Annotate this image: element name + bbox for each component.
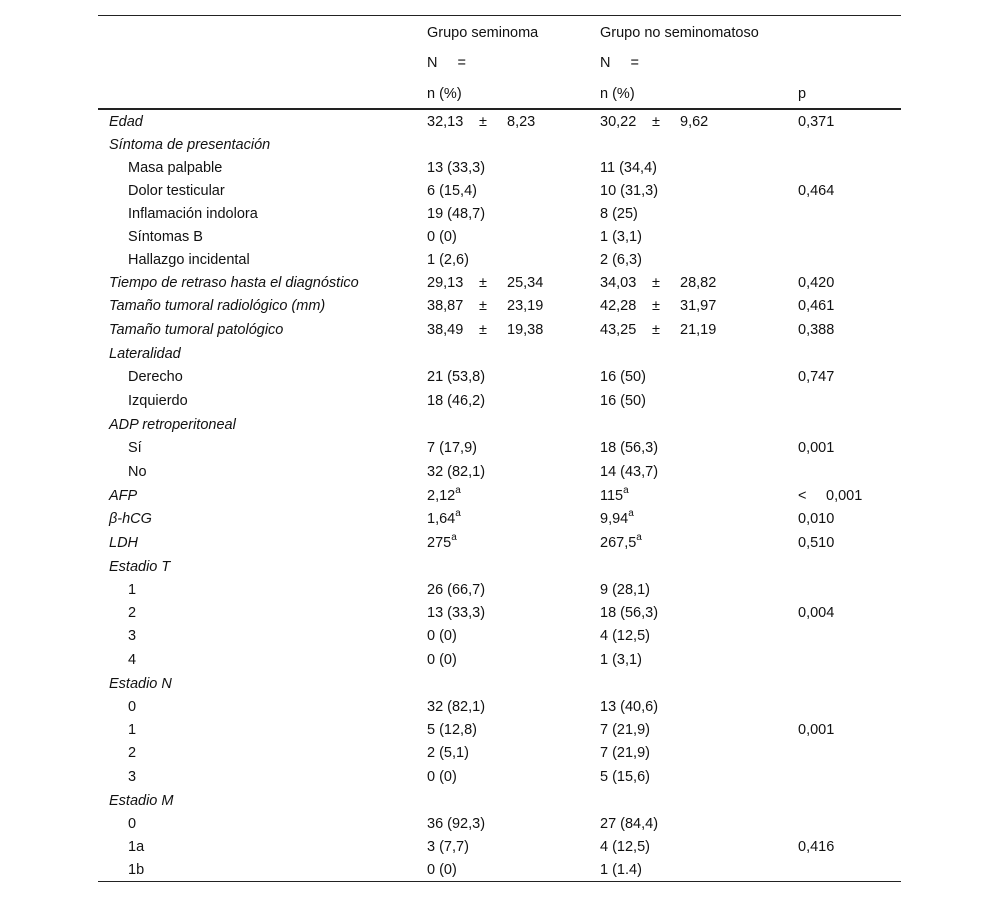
- row-category-label: 3: [128, 768, 137, 785]
- plus-minus-sign: ±: [479, 321, 487, 338]
- cell-value: 2 (6,3): [600, 251, 642, 268]
- cell-value: 1 (1.4): [600, 861, 642, 878]
- results-table-container: [98, 15, 901, 882]
- cell-p-value: [798, 789, 901, 812]
- header-p-value: p: [798, 86, 901, 109]
- cell-no-seminomatoso: [600, 317, 798, 342]
- row-category-label: Inflamación indolora: [128, 205, 258, 222]
- row-variable-label: β-hCG: [109, 510, 152, 527]
- row-category-label: 1: [128, 581, 137, 598]
- cell-value: 0 (0): [427, 228, 457, 245]
- table-row: [98, 672, 901, 695]
- cell-value: 0 (0): [427, 651, 457, 668]
- cell-value: 1 (3,1): [600, 651, 642, 668]
- cell-p-value: [798, 202, 901, 225]
- cell-value: 16 (50): [600, 368, 646, 385]
- row-variable-label: Estadio M: [109, 792, 174, 809]
- cell-no-seminomatoso: [600, 413, 798, 436]
- cell-no-seminomatoso: [600, 718, 798, 741]
- n-equals: =: [457, 55, 466, 71]
- cell-seminoma: [427, 294, 600, 317]
- table-row: [98, 109, 901, 133]
- table-row: [98, 835, 901, 858]
- header-group-seminoma: Grupo seminoma: [427, 16, 600, 48]
- cell-value: 267,5: [600, 534, 637, 551]
- sd-value: 21,19: [680, 321, 717, 338]
- table-row: [98, 388, 901, 413]
- cell-value: 18 (56,3): [600, 604, 659, 621]
- cell-value: 7 (21,9): [600, 744, 650, 761]
- table-row: [98, 179, 901, 202]
- p-value: 0,416: [798, 838, 835, 855]
- p-value: 0,388: [798, 321, 835, 338]
- cell-no-seminomatoso: [600, 812, 798, 835]
- cell-seminoma: [427, 156, 600, 179]
- cell-p-value: [798, 109, 901, 133]
- plus-minus-sign: ±: [652, 274, 660, 291]
- cell-no-seminomatoso: [600, 459, 798, 484]
- table-row: [98, 225, 901, 248]
- cell-p-value: [798, 741, 901, 764]
- sd-value: 23,19: [507, 297, 544, 314]
- cell-no-seminomatoso: [600, 342, 798, 365]
- cell-value: 14 (43,7): [600, 463, 659, 480]
- cell-no-seminomatoso: [600, 647, 798, 672]
- sd-value: 31,97: [680, 297, 717, 314]
- cell-value: 1,64: [427, 510, 456, 527]
- cell-seminoma: [427, 741, 600, 764]
- cell-no-seminomatoso: [600, 835, 798, 858]
- cell-p-value: [798, 835, 901, 858]
- cell-no-seminomatoso: [600, 225, 798, 248]
- cell-seminoma: [427, 248, 600, 271]
- cell-p-value: [798, 695, 901, 718]
- row-category-label: Masa palpable: [128, 159, 223, 176]
- cell-no-seminomatoso: [600, 530, 798, 555]
- row-variable-label: AFP: [109, 487, 138, 504]
- cell-p-value: [798, 858, 901, 882]
- cell-no-seminomatoso: [600, 179, 798, 202]
- cell-value: 6 (15,4): [427, 182, 477, 199]
- p-value: 0,464: [798, 182, 835, 199]
- row-category-label: Dolor testicular: [128, 182, 225, 199]
- cell-no-seminomatoso: [600, 271, 798, 294]
- header-empty-cell: [798, 47, 901, 86]
- cell-value: 7 (17,9): [427, 439, 477, 456]
- cell-no-seminomatoso: [600, 858, 798, 882]
- row-category-label: 1b: [98, 858, 427, 882]
- cell-value: 11 (34,4): [600, 159, 657, 176]
- footnote-marker: a: [636, 531, 642, 543]
- cell-seminoma: [427, 459, 600, 484]
- cell-no-seminomatoso: [600, 741, 798, 764]
- table-row: [98, 812, 901, 835]
- cell-seminoma: [427, 133, 600, 156]
- cell-value: 2,12: [427, 487, 456, 504]
- table-row: [98, 507, 901, 530]
- cell-p-value: [798, 578, 901, 601]
- table-row: [98, 601, 901, 624]
- row-variable-label: Lateralidad: [109, 345, 181, 362]
- cell-seminoma: [427, 507, 600, 530]
- footnote-marker: a: [628, 507, 634, 519]
- cell-p-value: [798, 459, 901, 484]
- cell-seminoma: [427, 578, 600, 601]
- cell-seminoma: [427, 647, 600, 672]
- row-category-label: 4: [128, 651, 137, 668]
- cell-p-value: [798, 812, 901, 835]
- header-n-no-seminomatoso: [600, 47, 798, 86]
- row-variable-label: Tamaño tumoral radiológico (mm): [109, 297, 326, 314]
- p-value: 0,004: [798, 604, 835, 621]
- cell-value: 13 (33,3): [427, 159, 486, 176]
- plus-minus-sign: ±: [652, 321, 660, 338]
- row-category-label: 2: [128, 744, 137, 761]
- p-value: 0,461: [798, 297, 835, 314]
- row-category-label: Izquierdo: [128, 392, 188, 409]
- mean-value: 29,13: [427, 274, 464, 291]
- table-row: [98, 365, 901, 388]
- cell-seminoma: [427, 342, 600, 365]
- n-label: N: [427, 55, 438, 71]
- cell-p-value: [798, 601, 901, 624]
- cell-no-seminomatoso: [600, 248, 798, 271]
- cell-seminoma: [427, 484, 600, 507]
- cell-p-value: [798, 764, 901, 789]
- cell-value: 3 (7,7): [427, 838, 469, 855]
- cell-no-seminomatoso: [600, 695, 798, 718]
- cell-value: 9 (28,1): [600, 581, 650, 598]
- table-row: [98, 647, 901, 672]
- cell-p-value: [798, 294, 901, 317]
- table-row: [98, 695, 901, 718]
- header-empty-cell: [98, 16, 427, 48]
- cell-seminoma: [427, 436, 600, 459]
- cell-value: 1 (3,1): [600, 228, 642, 245]
- cell-no-seminomatoso: [600, 202, 798, 225]
- table-header: [98, 16, 901, 110]
- cell-value: 4 (12,5): [600, 627, 650, 644]
- cell-value: 9,94: [600, 510, 629, 527]
- cell-value: 16 (50): [600, 392, 646, 409]
- cell-value: 13 (33,3): [427, 604, 486, 621]
- cell-seminoma: [427, 858, 600, 882]
- cell-seminoma: [427, 695, 600, 718]
- cell-value: 115: [600, 487, 624, 504]
- sd-value: 28,82: [680, 274, 717, 291]
- cell-value: 26 (66,7): [427, 581, 486, 598]
- cell-value: 0 (0): [427, 861, 457, 878]
- row-category-label: 1: [128, 721, 137, 738]
- cell-seminoma: [427, 530, 600, 555]
- plus-minus-sign: ±: [479, 274, 487, 291]
- cell-value: 13 (40,6): [600, 698, 659, 715]
- sd-value: 19,38: [507, 321, 544, 338]
- table-body: [98, 109, 901, 882]
- table-row: [98, 718, 901, 741]
- p-value: 0,510: [798, 534, 835, 551]
- cell-seminoma: [427, 718, 600, 741]
- table-row: [98, 294, 901, 317]
- cell-no-seminomatoso: [600, 601, 798, 624]
- row-category-label: 1a: [128, 838, 145, 855]
- table-row: [98, 858, 901, 882]
- mean-value: 42,28: [600, 297, 637, 314]
- mean-value: 38,49: [427, 321, 464, 338]
- cell-seminoma: [427, 835, 600, 858]
- cell-value: 27 (84,4): [600, 815, 659, 832]
- footnote-marker: a: [455, 484, 461, 496]
- n-label: N: [600, 55, 611, 71]
- cell-no-seminomatoso: [600, 294, 798, 317]
- cell-p-value: [798, 156, 901, 179]
- cell-no-seminomatoso: [600, 578, 798, 601]
- cell-seminoma: [427, 225, 600, 248]
- row-category-label: No: [128, 463, 147, 480]
- cell-no-seminomatoso: [600, 507, 798, 530]
- cell-p-value: [798, 530, 901, 555]
- cell-value: 21 (53,8): [427, 368, 486, 385]
- table-row: [98, 342, 901, 365]
- table-row: [98, 133, 901, 156]
- plus-minus-sign: ±: [479, 113, 487, 130]
- table-row: [98, 484, 901, 507]
- p-value: 0,001: [826, 487, 863, 504]
- table-row: [98, 764, 901, 789]
- table-row: [98, 555, 901, 578]
- cell-no-seminomatoso: [600, 156, 798, 179]
- cell-seminoma: [427, 624, 600, 647]
- cell-value: 275: [427, 534, 452, 551]
- cell-value: 18 (56,3): [600, 439, 659, 456]
- cell-seminoma: [427, 764, 600, 789]
- table-row: [98, 202, 901, 225]
- cell-no-seminomatoso: [600, 555, 798, 578]
- cell-seminoma: [427, 601, 600, 624]
- cell-seminoma: [427, 812, 600, 835]
- cell-value: 10 (31,3): [600, 182, 659, 199]
- cell-no-seminomatoso: [600, 365, 798, 388]
- table-row: [98, 624, 901, 647]
- row-variable-label: Estadio N: [109, 675, 172, 692]
- row-variable-label: Síntoma de presentación: [109, 136, 271, 153]
- sd-value: 25,34: [507, 274, 544, 291]
- cell-value: 1 (2,6): [427, 251, 469, 268]
- cell-no-seminomatoso: [600, 133, 798, 156]
- cell-p-value: [798, 271, 901, 294]
- n-equals: =: [630, 55, 639, 71]
- row-category-label: 2: [128, 604, 137, 621]
- cell-p-value: [798, 179, 901, 202]
- cell-p-value: [798, 317, 901, 342]
- cell-seminoma: [427, 109, 600, 133]
- table-row: [98, 459, 901, 484]
- cell-value: 19 (48,7): [427, 205, 486, 222]
- cell-seminoma: [427, 789, 600, 812]
- cell-value: 8 (25): [600, 205, 638, 222]
- cell-value: 0 (0): [427, 768, 457, 785]
- plus-minus-sign: ±: [652, 297, 660, 314]
- results-table: [98, 15, 901, 882]
- row-category-label: Derecho: [128, 368, 183, 385]
- cell-no-seminomatoso: [600, 436, 798, 459]
- cell-p-value: [798, 484, 901, 507]
- plus-minus-sign: ±: [652, 113, 660, 130]
- table-row: [98, 436, 901, 459]
- mean-value: 32,13: [427, 113, 464, 130]
- p-value: 0,010: [798, 510, 835, 527]
- cell-p-value: [798, 342, 901, 365]
- cell-value: 0 (0): [427, 627, 457, 644]
- row-category-label: 3: [128, 627, 137, 644]
- cell-p-value: [798, 647, 901, 672]
- cell-no-seminomatoso: [600, 624, 798, 647]
- p-value: 0,420: [798, 274, 835, 291]
- cell-p-value: [798, 624, 901, 647]
- row-category-label: Síntomas B: [128, 228, 203, 245]
- less-than-sign: <: [798, 487, 807, 504]
- cell-p-value: [798, 555, 901, 578]
- table-row: [98, 530, 901, 555]
- cell-no-seminomatoso: [600, 764, 798, 789]
- row-category-label: 0: [128, 815, 137, 832]
- footnote-marker: a: [451, 531, 457, 543]
- cell-no-seminomatoso: [600, 388, 798, 413]
- cell-value: 18 (46,2): [427, 392, 486, 409]
- cell-seminoma: [427, 672, 600, 695]
- sd-value: 9,62: [680, 113, 709, 130]
- table-row: [98, 156, 901, 179]
- cell-value: 2 (5,1): [427, 744, 469, 761]
- cell-no-seminomatoso: [600, 109, 798, 133]
- sd-value: 8,23: [507, 113, 536, 130]
- cell-value: 32 (82,1): [427, 698, 486, 715]
- p-value: 0,001: [798, 439, 835, 456]
- row-variable-label: LDH: [109, 534, 139, 551]
- cell-seminoma: [427, 271, 600, 294]
- cell-value: 5 (12,8): [427, 721, 477, 738]
- table-row: [98, 248, 901, 271]
- header-unit-no-seminomatoso: n (%): [600, 86, 798, 109]
- cell-p-value: [798, 507, 901, 530]
- cell-seminoma: [427, 365, 600, 388]
- cell-p-value: [798, 225, 901, 248]
- cell-p-value: [798, 133, 901, 156]
- row-category-label: Sí: [128, 439, 142, 456]
- cell-p-value: [798, 718, 901, 741]
- table-row: [98, 789, 901, 812]
- cell-no-seminomatoso: [600, 484, 798, 507]
- cell-seminoma: [427, 179, 600, 202]
- cell-no-seminomatoso: [600, 672, 798, 695]
- p-value: 0,001: [798, 721, 835, 738]
- mean-value: 30,22: [600, 113, 637, 130]
- table-row: [98, 578, 901, 601]
- cell-no-seminomatoso: [600, 789, 798, 812]
- mean-value: 38,87: [427, 297, 464, 314]
- row-category-label: Hallazgo incidental: [128, 251, 250, 268]
- table-row: [98, 741, 901, 764]
- footnote-marker: a: [623, 484, 629, 496]
- p-value: 0,371: [798, 113, 835, 130]
- plus-minus-sign: ±: [479, 297, 487, 314]
- cell-p-value: [798, 248, 901, 271]
- row-variable-label: Tiempo de retraso hasta el diagnóstico: [109, 274, 359, 291]
- cell-value: 7 (21,9): [600, 721, 650, 738]
- row-variable-label: Tamaño tumoral patológico: [109, 321, 284, 338]
- cell-p-value: [798, 365, 901, 388]
- p-value: 0,747: [798, 368, 835, 385]
- cell-value: 4 (12,5): [600, 838, 650, 855]
- header-empty-cell: [798, 16, 901, 48]
- header-group-no-seminomatoso: Grupo no seminomatoso: [600, 16, 798, 48]
- table-row: [98, 413, 901, 436]
- row-category-label: 0: [128, 698, 137, 715]
- cell-seminoma: [427, 317, 600, 342]
- cell-p-value: [798, 413, 901, 436]
- header-empty-cell: [98, 47, 427, 86]
- cell-seminoma: [427, 413, 600, 436]
- row-variable-label: ADP retroperitoneal: [109, 416, 236, 433]
- mean-value: 43,25: [600, 321, 637, 338]
- header-unit-seminoma: n (%): [427, 86, 600, 109]
- cell-p-value: [798, 388, 901, 413]
- cell-p-value: [798, 672, 901, 695]
- cell-seminoma: [427, 388, 600, 413]
- cell-p-value: [798, 436, 901, 459]
- header-empty-cell: [98, 86, 427, 109]
- cell-seminoma: [427, 202, 600, 225]
- cell-value: 36 (92,3): [427, 815, 486, 832]
- cell-value: 5 (15,6): [600, 768, 650, 785]
- footnote-marker: a: [455, 507, 461, 519]
- row-variable-label: Edad: [109, 113, 143, 130]
- table-row: [98, 317, 901, 342]
- cell-value: 32 (82,1): [427, 463, 486, 480]
- header-n-seminoma: [427, 47, 600, 86]
- table-row: [98, 271, 901, 294]
- mean-value: 34,03: [600, 274, 637, 291]
- cell-seminoma: [427, 555, 600, 578]
- row-variable-label: Estadio T: [109, 558, 171, 575]
